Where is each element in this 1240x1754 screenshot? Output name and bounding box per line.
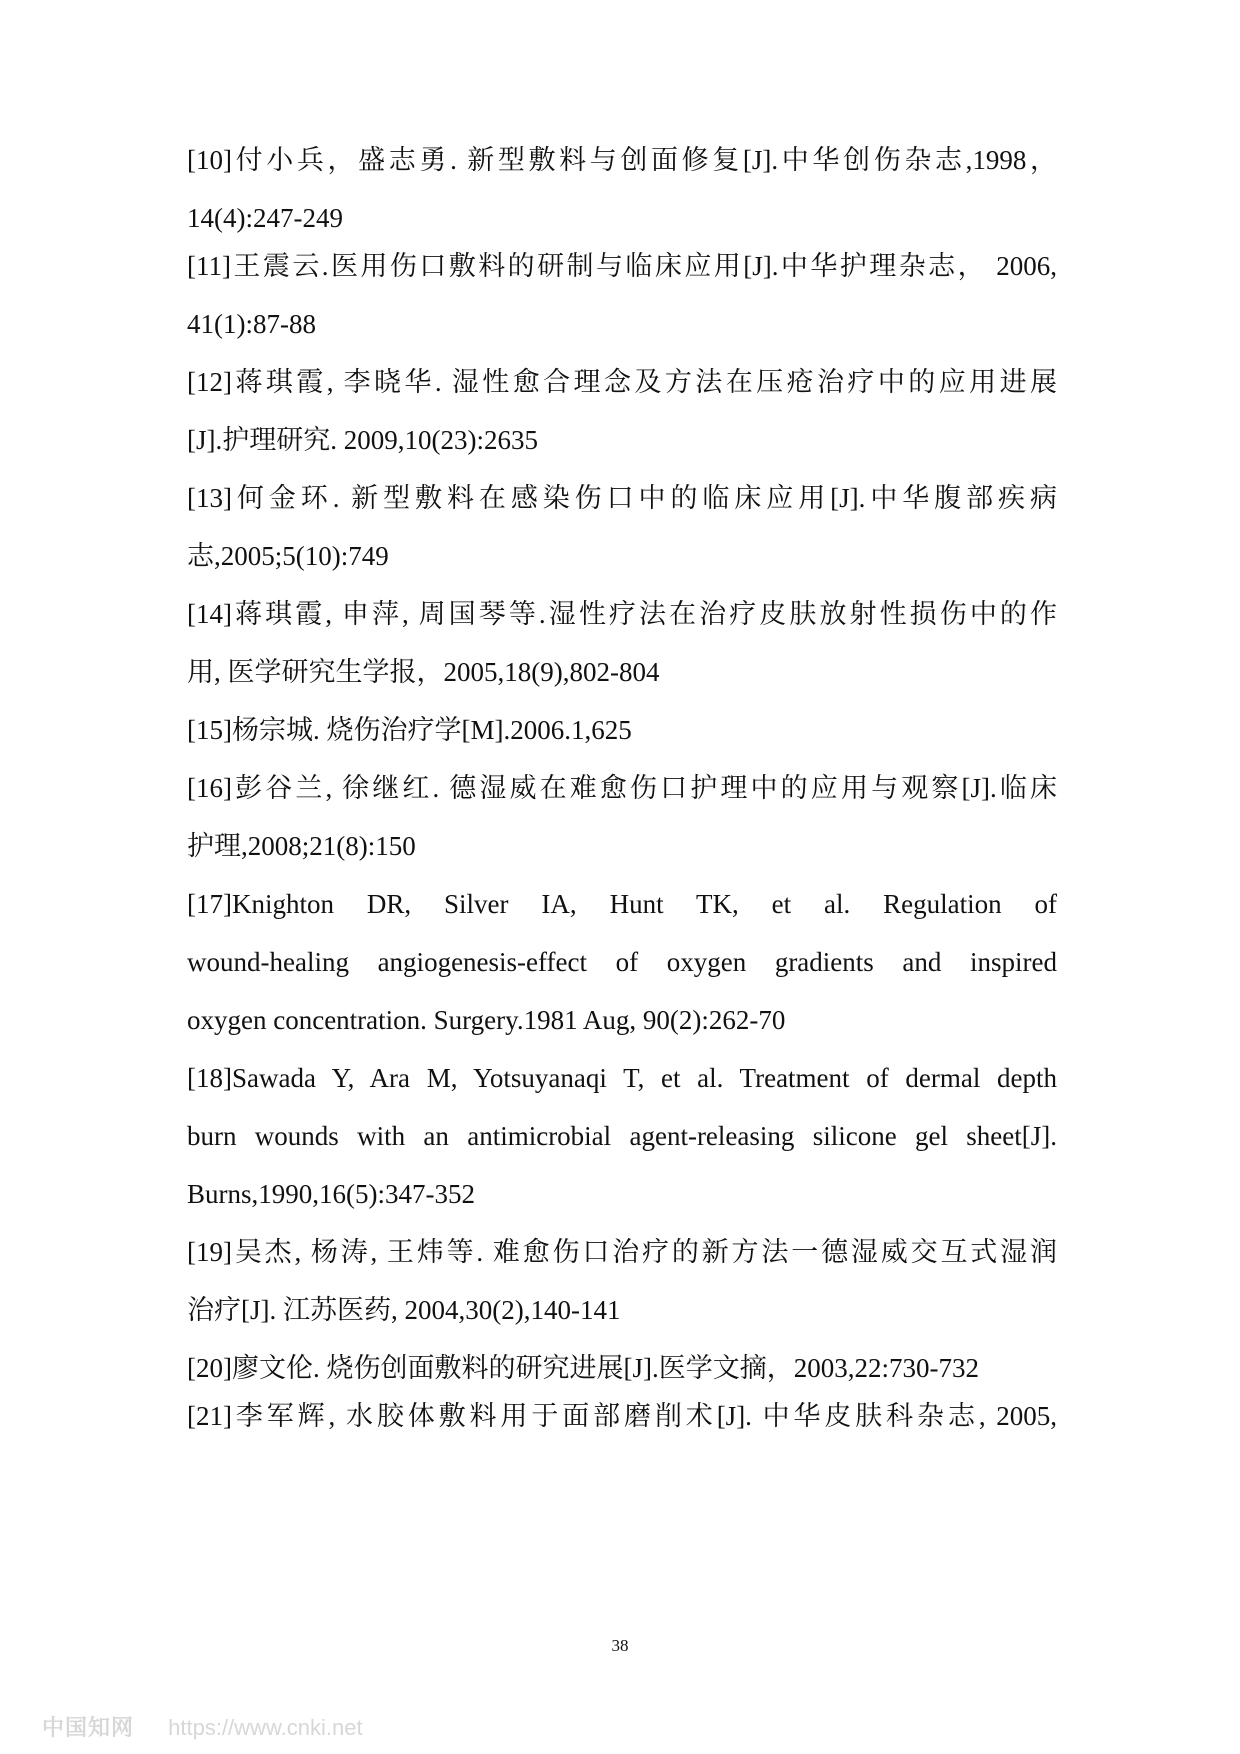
reference-line: oxygen concentration. Surgery.1981 Aug, 90(2):262-70 bbox=[187, 1005, 786, 1035]
cnki-watermark bbox=[42, 1714, 363, 1742]
reference-line: 志,2005;5(10):749 bbox=[187, 541, 389, 571]
cnki-logo: 中国知网 bbox=[42, 1715, 135, 1740]
reference-line: 用, 医学研究生学报，2005,18(9),802-804 bbox=[187, 657, 660, 687]
reference-line: [18]Sawada Y, Ara M, Yotsuyanaqi T, et al. Treatment of dermal depth bbox=[187, 1063, 1057, 1093]
reference-item bbox=[187, 482, 1057, 572]
reference-item bbox=[187, 1400, 1057, 1432]
reference-item bbox=[187, 772, 1057, 862]
reference-item bbox=[187, 1352, 1057, 1384]
reference-line: [15]杨宗城. 烧伤治疗学[M].2006.1,625 bbox=[187, 715, 632, 745]
reference-line: 护理,2008;21(8):150 bbox=[187, 831, 416, 861]
reference-item bbox=[187, 366, 1057, 456]
reference-line: 14(4):247-249 bbox=[187, 203, 343, 233]
reference-line: Burns,1990,16(5):347-352 bbox=[187, 1179, 475, 1209]
reference-line: [20]廖文伦. 烧伤创面敷料的研究进展[J].医学文摘，2003,22:730-732 bbox=[187, 1353, 979, 1383]
reference-item bbox=[187, 250, 1057, 340]
reference-line: [16]彭谷兰, 徐继红. 德湿威在难愈伤口护理中的应用与观察[J].临床 bbox=[187, 773, 1057, 803]
reference-item bbox=[187, 598, 1057, 688]
reference-line: [11]王震云.医用伤口敷料的研制与临床应用[J].中华护理杂志， 2006, bbox=[187, 251, 1057, 281]
reference-list bbox=[187, 144, 1057, 1432]
page-number: 38 bbox=[611, 1636, 629, 1655]
reference-item bbox=[187, 714, 1057, 746]
watermark-url: https://www.cnki.net bbox=[168, 1715, 363, 1740]
reference-line: [19]吴杰, 杨涛, 王炜等. 难愈伤口治疗的新方法一德湿威交互式湿润 bbox=[187, 1237, 1057, 1267]
reference-line: [J].护理研究. 2009,10(23):2635 bbox=[187, 425, 538, 455]
reference-line: wound-healing angiogenesis-effect of oxygen gradients and inspired bbox=[187, 947, 1057, 977]
reference-line: [14]蒋琪霞, 申萍, 周国琴等.湿性疗法在治疗皮肤放射性损伤中的作 bbox=[187, 599, 1057, 629]
reference-line: [17]Knighton DR, Silver IA, Hunt TK, et al. Regulation of bbox=[187, 889, 1057, 919]
reference-item bbox=[187, 144, 1057, 234]
reference-line: 治疗[J]. 江苏医药, 2004,30(2),140-141 bbox=[187, 1295, 621, 1325]
reference-item bbox=[187, 1062, 1057, 1210]
reference-item bbox=[187, 888, 1057, 1036]
reference-line: [10]付小兵，盛志勇. 新型敷料与创面修复[J].中华创伤杂志,1998， bbox=[187, 145, 1057, 175]
reference-line: [12]蒋琪霞, 李晓华. 湿性愈合理念及方法在压疮治疗中的应用进展 bbox=[187, 367, 1057, 397]
reference-item bbox=[187, 1236, 1057, 1326]
reference-line: 41(1):87-88 bbox=[187, 309, 316, 339]
reference-line: [21]李军辉, 水胶体敷料用于面部磨削术[J]. 中华皮肤科杂志, 2005, bbox=[187, 1401, 1057, 1431]
reference-line: [13]何金环. 新型敷料在感染伤口中的临床应用[J].中华腹部疾病 bbox=[187, 483, 1057, 513]
reference-line: burn wounds with an antimicrobial agent-releasing silicone gel sheet[J]. bbox=[187, 1121, 1057, 1151]
